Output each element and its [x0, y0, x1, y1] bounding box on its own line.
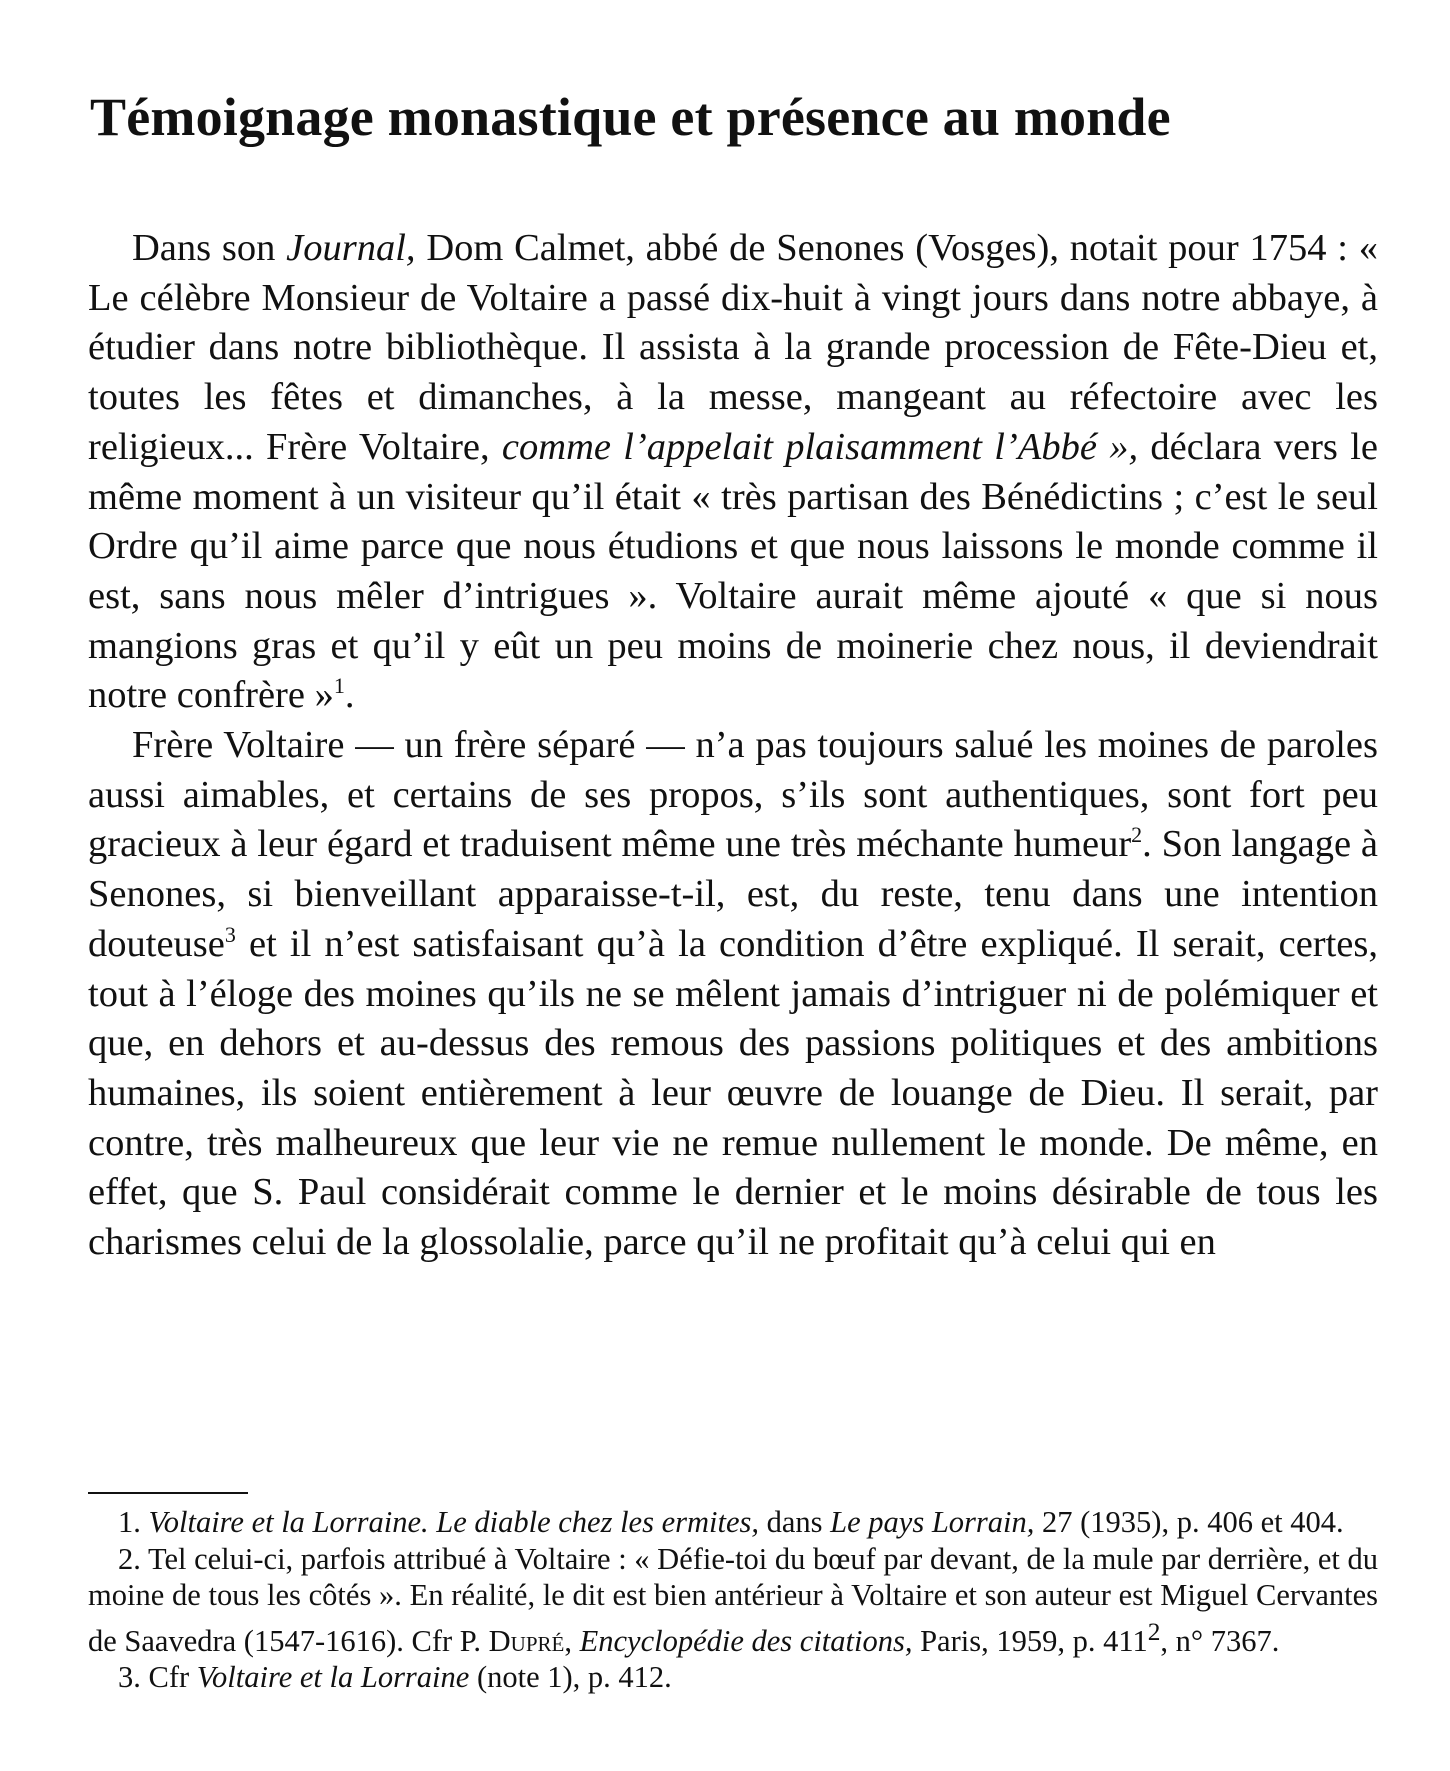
text-run: et il n’est satisfaisant qu’à la condition d’être expliqué. Il serait, certes, tout à l’éloge des moines qu’ils ne se mêlent jamais d’intriguer ni de polémiquer et que, en dehors et au-dessus des remous des passions politiques et des ambitions humaines, ils soient entièrement à leur œuvre de louange de Dieu. Il serait, par contre, très malheureux que leur vie ne remue nullement le monde. De même, en effet, que S. Paul considérait comme le dernier et le moins désirable de tous les charismes celui de la glossolalie, parce qu’il ne profitait qu’à celui qui en — [88, 922, 1378, 1264]
text-run: 2. Tel celui-ci, parfois attribué à Voltaire : « Défie-toi du bœuf par devant, de la mule par derrière, et du moine de tous les côtés ». En réalité, le dit est bien antérieur à Voltaire et son auteur est Miguel Cervantes de Saavedra (1547-1616). Cfr P. — [88, 1541, 1378, 1658]
footnote-2 — [88, 1541, 1378, 1660]
italic-run: comme l’appelait plaisamment l’Abbé », — [501, 425, 1139, 468]
text-run — [572, 1624, 580, 1658]
italic-run: Le pays Lorrain, — [830, 1505, 1035, 1539]
text-run: 3. Cfr — [118, 1660, 197, 1695]
footnote-number: 1. — [118, 1505, 149, 1539]
body-text — [88, 224, 1378, 1268]
italic-run: Voltaire et la Lorraine. Le diable chez les ermites, — [148, 1505, 759, 1539]
author-name: Dupré, — [488, 1623, 572, 1658]
footnote-divider — [88, 1492, 248, 1494]
text-run: 27 (1935), p. 406 et 404. — [1034, 1505, 1344, 1539]
italic-run: Voltaire et la Lorraine — [196, 1660, 470, 1695]
paragraph-1 — [88, 224, 1378, 721]
footnote-ref-1[interactable]: 1 — [333, 673, 345, 699]
footnote-ref-2[interactable]: 2 — [1131, 822, 1143, 848]
italic-run: Encyclopédie des citations, — [579, 1623, 913, 1658]
footnote-3 — [88, 1659, 1378, 1696]
text-run: . — [344, 674, 355, 717]
text-run: Dans son — [132, 227, 287, 269]
text-run: , n° 7367. — [1160, 1623, 1280, 1658]
text-run: dans — [759, 1505, 831, 1539]
paragraph-2 — [88, 721, 1378, 1268]
text-run: Dom Calmet, abbé de Senones (Vosges), notait pour 1754 : « Le célèbre Monsieur de Voltaire a passé dix-huit à vingt jours dans notre abbaye, à étudier dans notre bibliothèque. Il assista à la grande procession de Fête-Dieu et, toutes les fêtes et dimanches, à la messe, mangeant au réfectoire avec les religieux... Frère Voltaire, — [88, 227, 1378, 468]
text-run: Paris, 1959, p. 411 — [912, 1623, 1148, 1658]
footnotes — [88, 1504, 1378, 1696]
text-run: . Son langage à Senones, si bienveillant apparaisse-t-il, est, du reste, tenu dans une intention douteuse — [88, 823, 1378, 965]
footnote-ref-3[interactable]: 3 — [224, 921, 236, 947]
text-run: Frère Voltaire — un frère séparé — n’a pas toujours salué les moines de paroles aussi aimables, et certains de ses propos, s’ils sont authentiques, sont fort peu gracieux à leur égard et traduisent même une très méchante humeur — [88, 724, 1378, 866]
footnote-1 — [88, 1504, 1378, 1541]
text-run: déclara vers le même moment à un visiteur qu’il était « très partisan des Bénédictins ; c’est le seul Ordre qu’il aime parce que nous étudions et que nous laissons le monde comme il est, sans nous mêler d’intrigues ». Voltaire aurait même ajouté « que si nous mangions gras et qu’il y eût un peu moins de moinerie chez nous, il deviendrait notre confrère » — [88, 425, 1378, 717]
page-title: Témoignage monastique et présence au monde — [90, 87, 1171, 147]
edition-superscript: 2 — [1147, 1617, 1161, 1646]
text-run: (note 1), p. 412. — [469, 1660, 672, 1695]
italic-run: Journal, — [286, 227, 416, 269]
